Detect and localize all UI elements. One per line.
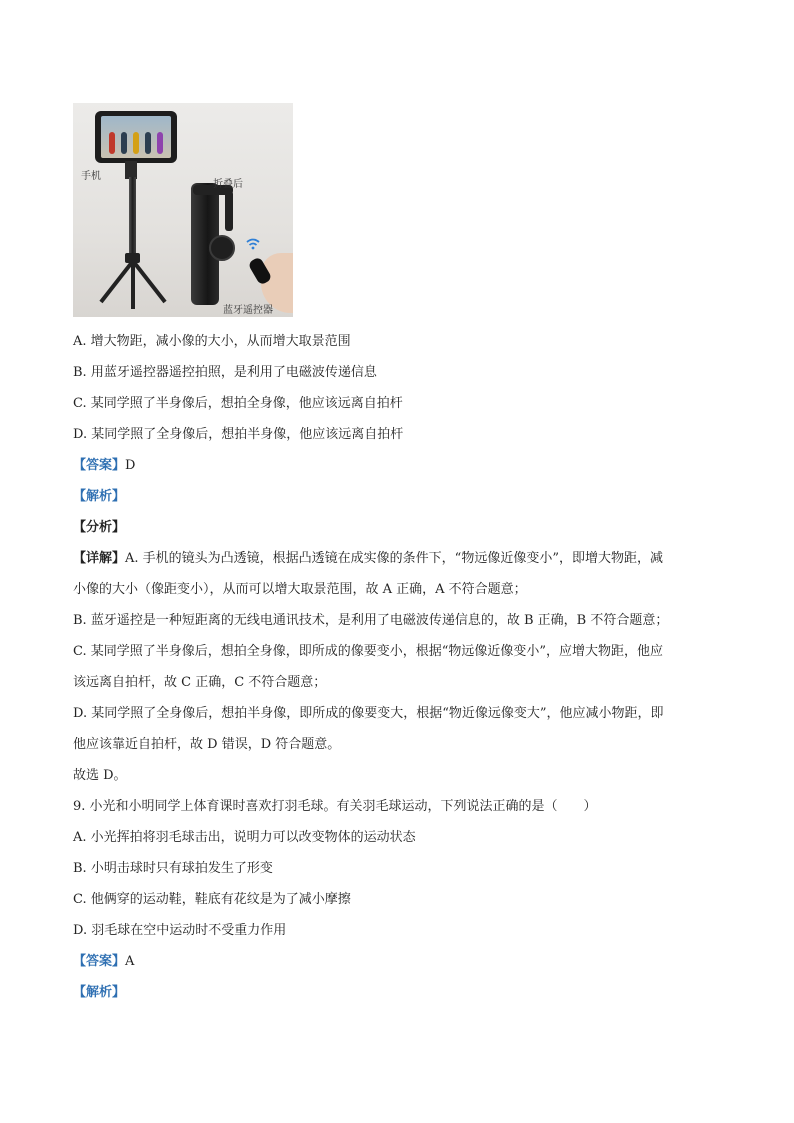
q8-option-b: B. 用蓝牙遥控器遥控拍照，是利用了电磁波传递信息 (73, 365, 377, 380)
phone-icon (95, 111, 177, 163)
q8-detail-line: C. 某同学照了半身像后，想拍全身像，即所成的像要变小，根据“物远像近像变小”，应增大物距，他应 (73, 644, 664, 659)
tripod-leg (131, 260, 166, 303)
analysis-tag: 【解析】 (73, 985, 126, 1000)
phone-screen (101, 116, 171, 158)
q8-conclusion: 故选 D。 (73, 768, 127, 783)
q9-option-c: C. 他俩穿的运动鞋，鞋底有花纹是为了减小摩擦 (73, 892, 351, 907)
answer-value: A (125, 954, 135, 969)
q8-detail-line: 该远离自拍杆，故 C 正确，C 不符合题意； (73, 675, 327, 690)
dancer-figure (121, 132, 127, 154)
selfie-stick-pole (129, 177, 136, 257)
q9-answer (73, 954, 134, 970)
answer-value: D (125, 458, 136, 473)
q8-detail-line: 他应该靠近自拍杆，故 D 错误，D 符合题意。 (73, 737, 341, 752)
q9-stem: 9. 小光和小明同学上体育课时喜欢打羽毛球。有关羽毛球运动，下列说法正确的是（ ） (73, 799, 597, 814)
q8-option-d: D. 某同学照了全身像后，想拍半身像，他应该远离自拍杆 (73, 427, 404, 442)
dancer-figure (157, 132, 163, 154)
label-phone: 手机 (81, 171, 101, 182)
selfie-stick-photo (73, 103, 293, 317)
q8-option-c: C. 某同学照了半身像后，想拍全身像，他应该远离自拍杆 (73, 396, 403, 411)
q9-option-a: A. 小光挥拍将羽毛球击出，说明力可以改变物体的运动状态 (73, 830, 416, 845)
folded-stick-arm (225, 191, 233, 231)
dancer-figure (133, 132, 139, 154)
detail-tag: 【详解】 (73, 551, 126, 566)
answer-tag: 【答案】 (73, 954, 126, 969)
answer-tag: 【答案】 (73, 458, 126, 473)
q9-option-b: B. 小明击球时只有球拍发生了形变 (73, 861, 273, 876)
q8-detail-line: D. 某同学照了全身像后，想拍半身像，即所成的像要变大，根据“物近像远像变大”，他应减小物距，即 (73, 706, 664, 721)
q8-detail-line: 小像的大小（像距变小），从而可以增大取景范围，故 A 正确，A 不符合题意； (73, 582, 527, 597)
q8-fenxi (73, 520, 125, 536)
rotation-knob (209, 235, 235, 261)
q9-analysis (73, 985, 125, 1001)
tripod-leg (131, 261, 135, 309)
dancer-figure (145, 132, 151, 154)
tripod-leg (99, 260, 134, 303)
q8-analysis (73, 489, 125, 505)
q8-detail-line: B. 蓝牙遥控是一种短距离的无线电通讯技术，是利用了电磁波传递信息的，故 B 正确，B 不符合题意； (73, 613, 669, 628)
q8-option-a: A. 增大物距，减小像的大小，从而增大取景范围 (73, 334, 351, 349)
q9-option-d: D. 羽毛球在空中运动时不受重力作用 (73, 923, 287, 938)
detail-text: A. 手机的镜头为凸透镜，根据凸透镜在成实像的条件下，“物远像近像变小”，即增大物距，减 (125, 551, 663, 566)
dancer-figure (109, 132, 115, 154)
analysis-tag: 【解析】 (73, 489, 126, 504)
q8-detail-line (73, 551, 663, 567)
q8-answer (73, 458, 135, 474)
label-remote: 蓝牙遥控器 (223, 305, 273, 316)
label-folded: 折叠后 (213, 179, 243, 190)
fenxi-tag: 【分析】 (73, 520, 126, 535)
wireless-signal-icon (245, 236, 261, 252)
